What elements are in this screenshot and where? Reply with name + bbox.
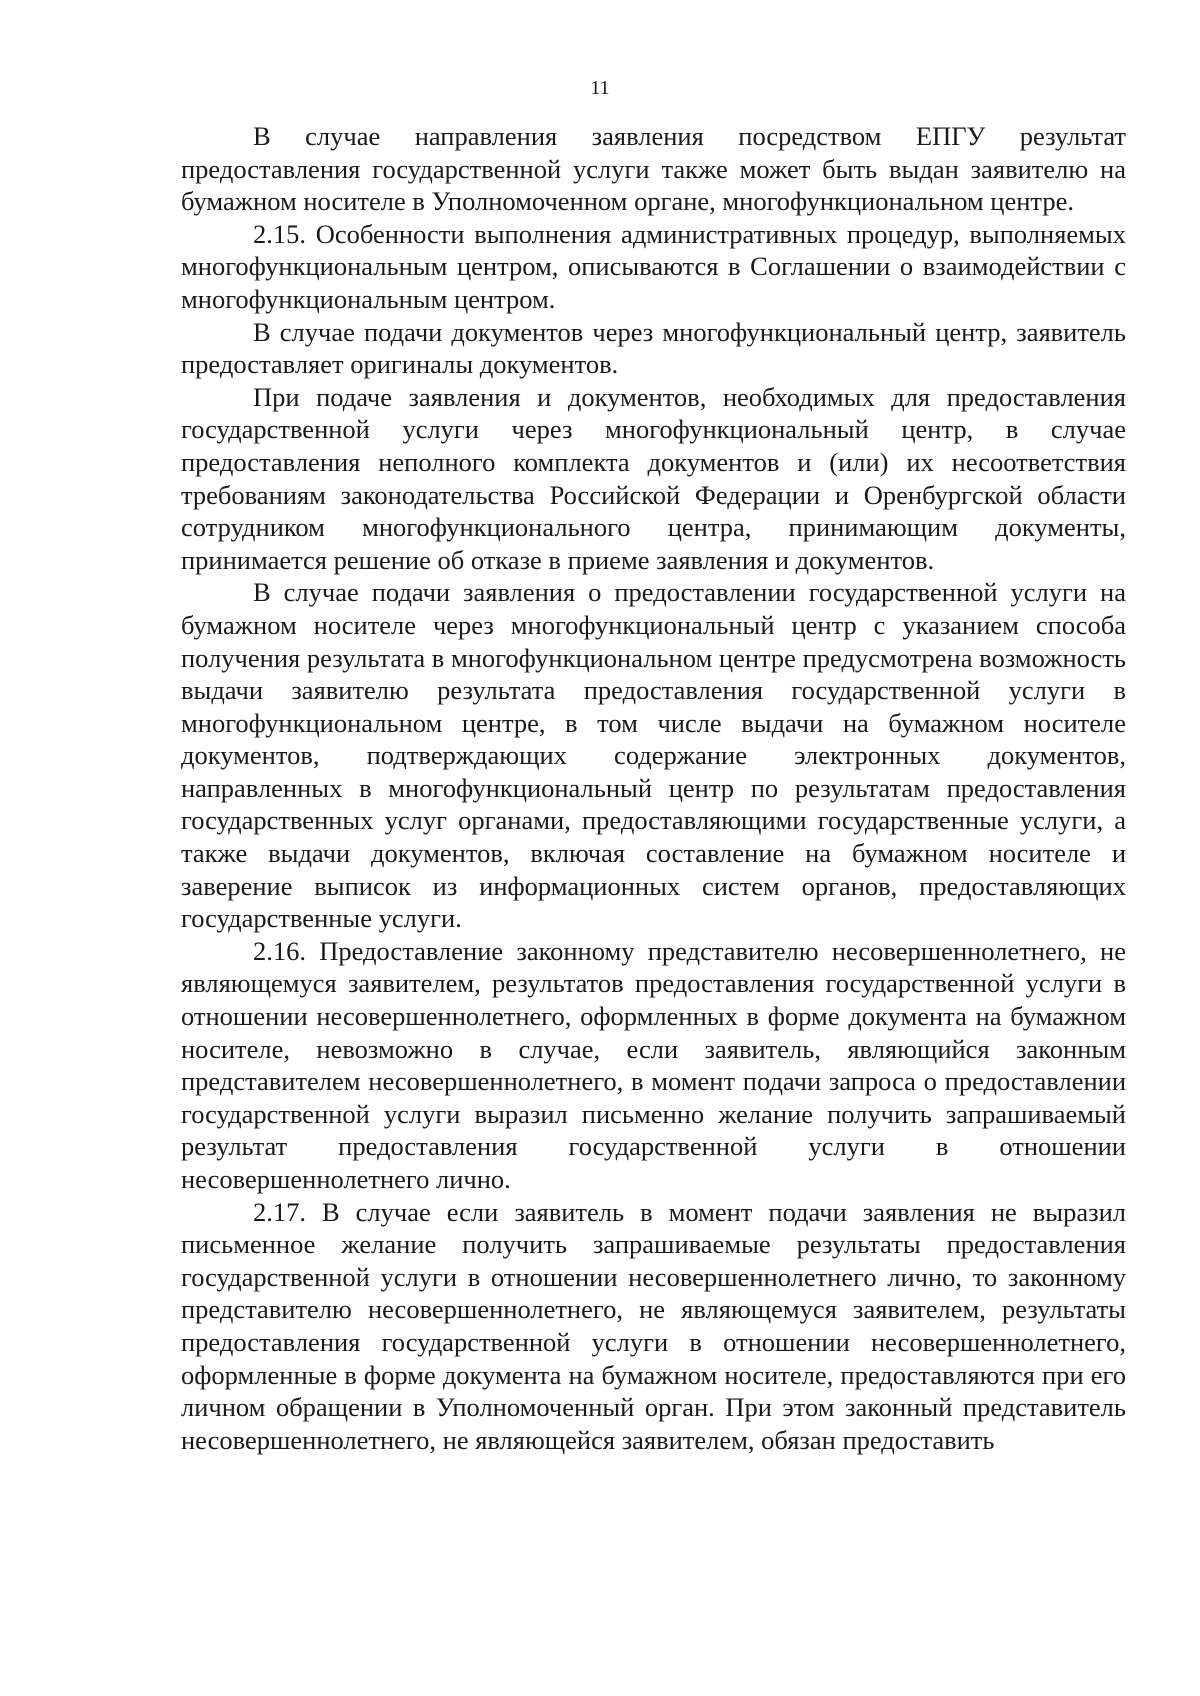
paragraph-incomplete-documents: При подаче заявления и документов, необходимых для предоставления государственной услуги через многофункциональный центр, в случае предоставления неполного комплекта документов и (или) их несоответствия требованиям законодательства Российской Федерации и Оренбургской области сотрудником многофункционального центра, принимающим документы, принимается решение об отказе в приеме заявления и документов. [181,381,1126,575]
paragraph-epgu-result: В случае направления заявления посредством ЕПГУ результат предоставления государственной услуги также может быть выдан заявителю на бумажном носителе в Уполномоченном органе, многофункциональном центре. [181,121,1126,217]
paragraph-paper-result: В случае подачи заявления о предоставлении государственной услуги на бумажном носителе через многофункциональный центр с указанием способа получения результата в многофункциональном центре предусмотрена возможность выдачи заявителю результата предоставления государственной услуги в многофункциональном центре, в том числе выдачи на бумажном носителе документов, подтверждающих содержание электронных документов, направленных в многофункциональный центр по результатам предоставления государственных услуг органами, предоставляющими государственные услуги, а также выдачи документов, включая составление на бумажном носителе и заверение выписок из информационных систем органов, предоставляющих государственные услуги. [181,577,1126,934]
paragraph-2-15: 2.15. Особенности выполнения административных процедур, выполняемых многофункциональным центром, описываются в Соглашении о взаимодействии с многофункциональным центром. [181,218,1126,314]
paragraph-2-16: 2.16. Предоставление законному представителю несовершеннолетнего, не являющемуся заявителем, результатов предоставления государственной услуги в отношении несовершеннолетнего, оформленных в форме документа на бумажном носителе, невозможно в случае, если заявитель, являющийся законным представителем несовершеннолетнего, в момент подачи запроса о предоставлении государственной услуги выразил письменно желание получить запрашиваемый результат предоставления государственной услуги в отношении несовершеннолетнего лично. [181,935,1126,1194]
document-body [181,120,1126,1456]
paragraph-2-17: 2.17. В случае если заявитель в момент подачи заявления не выразил письменное желание получить запрашиваемые результаты предоставления государственной услуги в отношении несовершеннолетнего лично, то законному представителю несовершеннолетнего, не являющемуся заявителем, результаты предоставления государственной услуги в отношении несовершеннолетнего, оформленные в форме документа на бумажном носителе, предоставляются при его личном обращении в Уполномоченный орган. При этом законный представитель несовершеннолетнего, не являющейся заявителем, обязан предоставить [181,1196,1126,1455]
paragraph-originals: В случае подачи документов через многофункциональный центр, заявитель предоставляет оригиналы документов. [181,316,1126,380]
page-number: 11 [590,77,610,99]
